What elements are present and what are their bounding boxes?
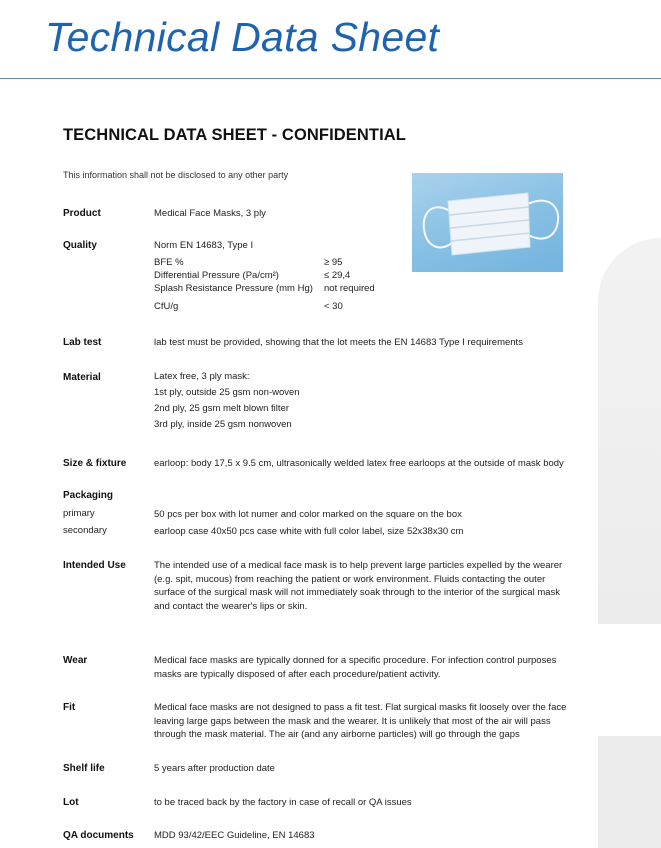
decorative-panel-top bbox=[598, 238, 661, 624]
packaging-secondary-label: secondary bbox=[63, 525, 107, 536]
packaging-secondary-value: earloop case 40x50 pcs case white with full color label, size 52x38x30 cm bbox=[154, 526, 464, 537]
intended-use-line: and contact the wearer's lips or skin. bbox=[154, 600, 308, 612]
wear-text bbox=[154, 654, 564, 681]
packaging-label: Packaging bbox=[63, 490, 114, 501]
wear-line: Medical face masks are typically donned for a specific procedure. For infection control purposes bbox=[154, 655, 557, 666]
intended-use-text bbox=[154, 559, 564, 613]
fit-label: Fit bbox=[63, 702, 76, 713]
lot-value: to be traced back by the factory in case of recall or QA issues bbox=[154, 797, 412, 808]
material-line: 1st ply, outside 25 gsm non-woven bbox=[154, 387, 300, 398]
intended-use-line: The intended use of a medical face mask is to help prevent large particles expelled by the wearer bbox=[154, 560, 563, 571]
packaging-primary-value: 50 pcs per box with lot numer and color marked on the square on the box bbox=[154, 509, 462, 520]
shelf-life-label: Shelf life bbox=[63, 763, 105, 774]
face-mask-illustration bbox=[412, 173, 563, 272]
quality-cfu-value: < 30 bbox=[324, 301, 343, 312]
page-header-title: Technical Data Sheet bbox=[45, 14, 440, 60]
material-line: 2nd ply, 25 gsm melt blown filter bbox=[154, 403, 289, 414]
face-mask-photo bbox=[412, 173, 563, 272]
confidential-note: This information shall not be disclosed to any other party bbox=[63, 170, 289, 180]
lab-test-label: Lab test bbox=[63, 337, 102, 348]
document-heading: TECHNICAL DATA SHEET - CONFIDENTIAL bbox=[63, 126, 406, 144]
fit-line: leaving large gaps between the mask and the wearer. It is unlikely that most of the air will pass bbox=[154, 715, 551, 727]
quality-label: Quality bbox=[63, 240, 97, 251]
size-fixture-label: Size & fixture bbox=[63, 458, 127, 469]
intended-use-line: (e.g. spit, mucous) from reaching the patient or work environment. Fluids contacting the outer bbox=[154, 573, 546, 585]
product-label: Product bbox=[63, 208, 101, 219]
material-line: Latex free, 3 ply mask: bbox=[154, 371, 250, 382]
qa-documents-value: MDD 93/42/EEC Guideline, EN 14683 bbox=[154, 830, 315, 841]
material-label: Material bbox=[63, 372, 101, 383]
intended-use-line: surface of the surgical mask will not immediately soak through to the interior of the surgical mask bbox=[154, 587, 561, 599]
shelf-life-value: 5 years after production date bbox=[154, 763, 275, 774]
decorative-panel-bottom bbox=[598, 736, 661, 848]
packaging-primary-label: primary bbox=[63, 508, 95, 519]
quality-pressure-name: Differential Pressure (Pa/cm²) bbox=[154, 270, 279, 281]
wear-label: Wear bbox=[63, 655, 88, 666]
quality-norm: Norm EN 14683, Type I bbox=[154, 240, 254, 251]
quality-cfu-name: CfU/g bbox=[154, 301, 179, 312]
quality-bfe-name: BFE % bbox=[154, 257, 184, 268]
intended-use-label: Intended Use bbox=[63, 560, 126, 571]
size-fixture-value: earloop: body 17,5 x 9.5 cm, ultrasonically welded latex free earloops at the outside of mask body bbox=[154, 458, 564, 469]
lot-label: Lot bbox=[63, 797, 79, 808]
product-value: Medical Face Masks, 3 ply bbox=[154, 208, 266, 219]
qa-documents-label: QA documents bbox=[63, 830, 134, 841]
lab-test-value: lab test must be provided, showing that the lot meets the EN 14683 Type I requirements bbox=[154, 337, 523, 348]
fit-line: through the mask material. The air (and any airborne particles) will go through the gaps bbox=[154, 729, 520, 741]
wear-line: masks are typically disposed of after each procedure/patient activity. bbox=[154, 668, 441, 680]
quality-splash-name: Splash Resistance Pressure (mm Hg) bbox=[154, 283, 313, 294]
quality-bfe-value: ≥ 95 bbox=[324, 257, 343, 268]
quality-splash-value: not required bbox=[324, 283, 375, 294]
header-divider bbox=[0, 78, 661, 79]
material-text bbox=[154, 369, 564, 433]
material-line: 3rd ply, inside 25 gsm nonwoven bbox=[154, 419, 292, 430]
fit-text bbox=[154, 701, 567, 742]
quality-pressure-value: ≤ 29,4 bbox=[324, 270, 351, 281]
fit-line: Medical face masks are not designed to pass a fit test. Flat surgical masks fit loosely over the face bbox=[154, 702, 567, 713]
